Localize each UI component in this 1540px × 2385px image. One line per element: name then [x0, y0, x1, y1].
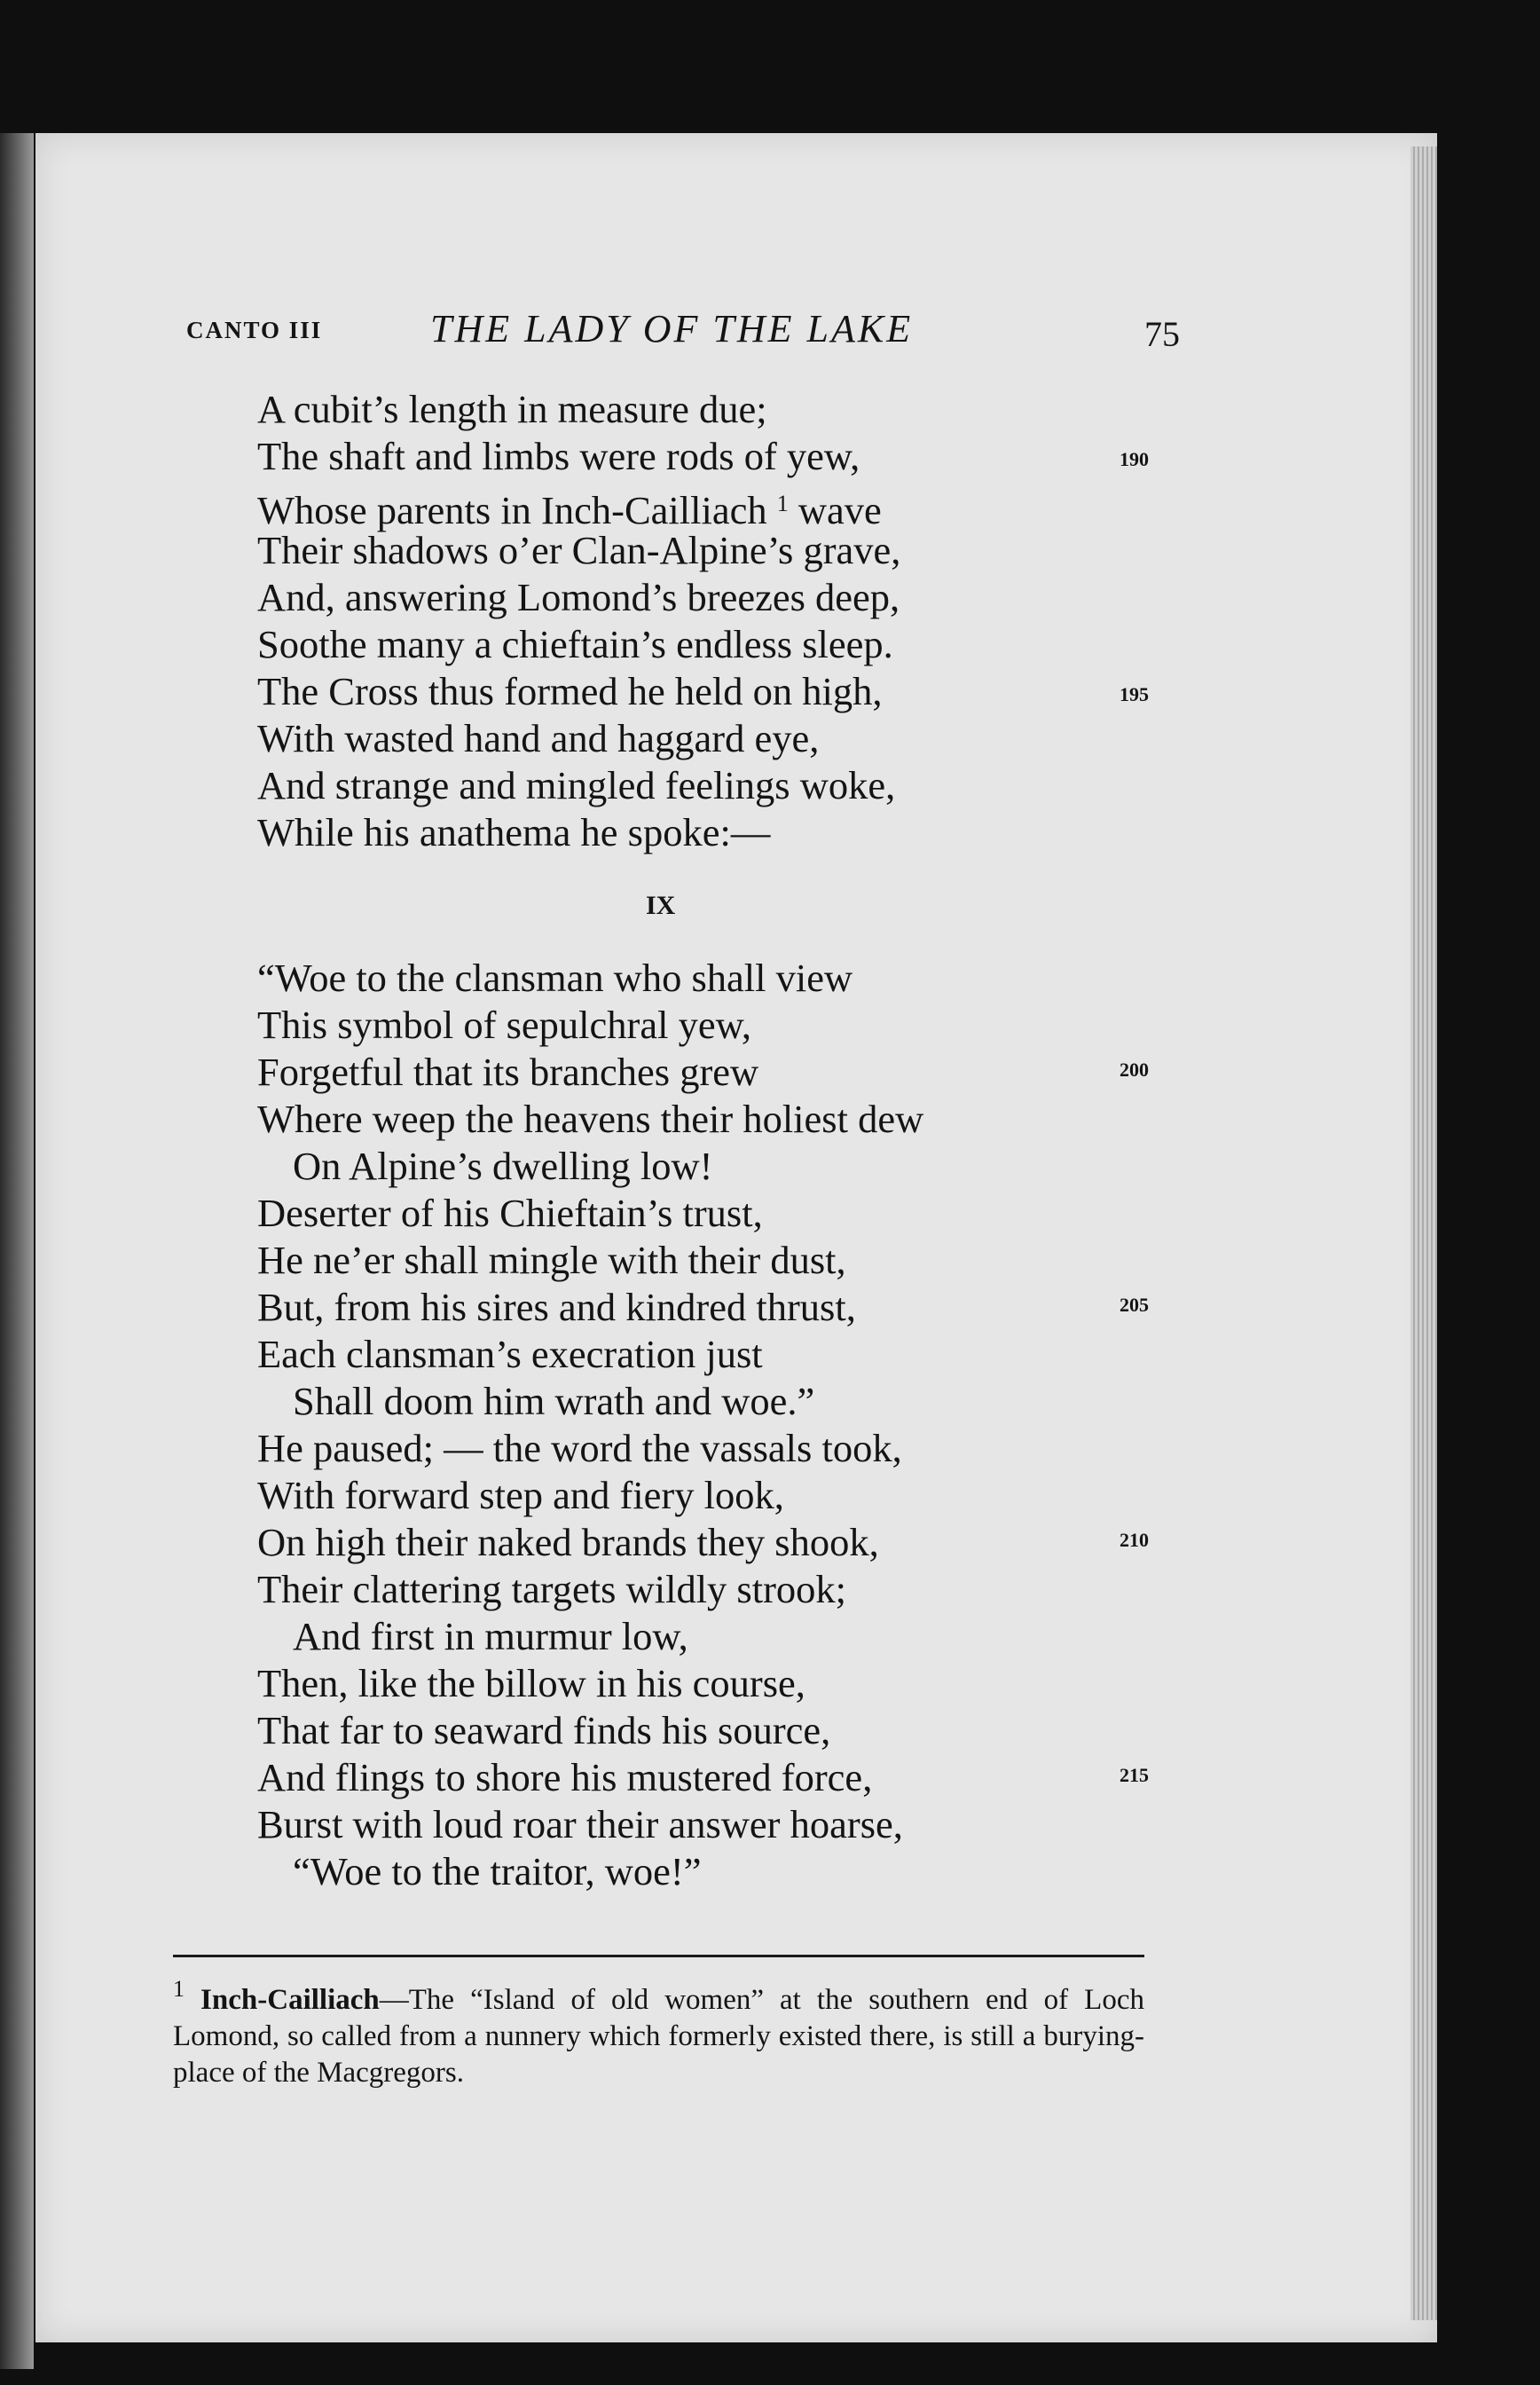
verse-text: And strange and mingled feelings woke,	[257, 763, 896, 807]
verse-text: While his anathema he spoke:—	[257, 810, 771, 854]
verse-line	[257, 1754, 923, 1801]
verse-text: With wasted hand and haggard eye,	[257, 716, 820, 760]
poem-text	[257, 386, 923, 1895]
verse-text: Whose parents in Inch-Cailliach	[257, 488, 767, 532]
verse-line	[257, 1801, 923, 1848]
verse-line	[257, 1331, 923, 1378]
verse-text: Burst with loud roar their answer hoarse,	[257, 1802, 903, 1846]
verse-line	[257, 1566, 923, 1613]
verse-line	[257, 1660, 923, 1707]
verse-text-continued: wave	[788, 488, 882, 532]
footnote-text: —The “Island of old women” at the southern end of Loch Lomond, so called from a nunnery which formerly existed there, is still a burying-place of the Macgregors.	[173, 1984, 1144, 2089]
verse-line	[257, 1613, 923, 1660]
verse-line	[257, 386, 923, 433]
verse-line	[257, 1096, 923, 1143]
verse-text: Forgetful that its branches grew	[257, 1050, 759, 1094]
verse-line	[257, 668, 923, 715]
footnote-marker: 1	[173, 1976, 185, 2002]
verse-text: Their shadows o’er Clan-Alpine’s grave,	[257, 528, 901, 572]
verse-text: The shaft and limbs were rods of yew,	[257, 434, 860, 478]
running-header	[186, 306, 1180, 354]
verse-text: And, answering Lomond’s breezes deep,	[257, 575, 900, 619]
line-number: 215	[1120, 1764, 1149, 1786]
footnote-rule	[173, 1955, 1144, 1957]
verse-line	[257, 433, 923, 480]
stanza-gap	[257, 929, 923, 955]
line-number: 210	[1120, 1529, 1149, 1551]
verse-line	[257, 527, 923, 574]
verse-text: And flings to shore his mustered force,	[257, 1755, 873, 1799]
book-title: THE LADY OF THE LAKE	[430, 307, 914, 350]
verse-line	[257, 1472, 923, 1519]
verse-line	[257, 762, 923, 809]
verse-line	[257, 715, 923, 762]
stanza-number: IX	[646, 891, 676, 920]
verse-text: Where weep the heavens their holiest dew	[257, 1097, 924, 1141]
verse-line	[257, 480, 923, 532]
verse-line	[257, 621, 923, 668]
line-number: 190	[1120, 448, 1149, 470]
stanza-gap	[257, 856, 923, 882]
footnote-reference: 1	[776, 491, 789, 516]
verse-text: A cubit’s length in measure due;	[257, 387, 767, 431]
left-page-edge	[0, 133, 34, 2369]
line-number: 200	[1120, 1059, 1149, 1081]
verse-text: Then, like the billow in his course,	[257, 1661, 805, 1705]
verse-line	[257, 1425, 923, 1472]
verse-line	[257, 1190, 923, 1237]
verse-line	[257, 1237, 923, 1284]
canto-label: CANTO III	[186, 317, 323, 343]
verse-text: “Woe to the traitor, woe!”	[293, 1849, 702, 1893]
verse-line	[257, 1049, 923, 1096]
line-number: 195	[1120, 683, 1149, 705]
verse-text: That far to seaward finds his source,	[257, 1708, 831, 1752]
verse-text: But, from his sires and kindred thrust,	[257, 1285, 856, 1329]
verse-text: Deserter of his Chieftain’s trust,	[257, 1191, 763, 1235]
verse-text: He ne’er shall mingle with their dust,	[257, 1238, 846, 1282]
verse-text: The Cross thus formed he held on high,	[257, 669, 883, 713]
verse-line	[257, 955, 923, 1002]
verse-line	[257, 1284, 923, 1331]
verse-line	[257, 574, 923, 621]
footnote-term: Inch-Cailliach	[200, 1984, 380, 2016]
verse-text: And first in murmur low,	[293, 1614, 688, 1658]
page-number: 75	[1144, 314, 1180, 354]
verse-text: “Woe to the clansman who shall view	[257, 956, 853, 1000]
verse-text: Soothe many a chieftain’s endless sleep.	[257, 622, 893, 666]
footnote	[173, 1971, 1144, 2091]
verse-text: With forward step and fiery look,	[257, 1473, 784, 1517]
verse-line	[257, 1143, 923, 1190]
verse-text: On high their naked brands they shook,	[257, 1520, 879, 1564]
verse-line	[257, 1519, 923, 1566]
verse-text: Each clansman’s execration just	[257, 1332, 763, 1376]
line-number: 205	[1120, 1294, 1149, 1316]
verse-text: This symbol of sepulchral yew,	[257, 1003, 751, 1047]
verse-text: On Alpine’s dwelling low!	[293, 1144, 713, 1188]
verse-line	[257, 1848, 923, 1895]
verse-line	[257, 809, 923, 856]
verse-text: Their clattering targets wildly strook;	[257, 1567, 847, 1611]
verse-line	[257, 1378, 923, 1425]
page-stack-edge	[1410, 146, 1437, 2320]
verse-text: Shall doom him wrath and woe.”	[293, 1379, 815, 1423]
verse-line	[257, 1002, 923, 1049]
verse-line	[257, 1707, 923, 1754]
verse-text: He paused; — the word the vassals took,	[257, 1426, 902, 1470]
